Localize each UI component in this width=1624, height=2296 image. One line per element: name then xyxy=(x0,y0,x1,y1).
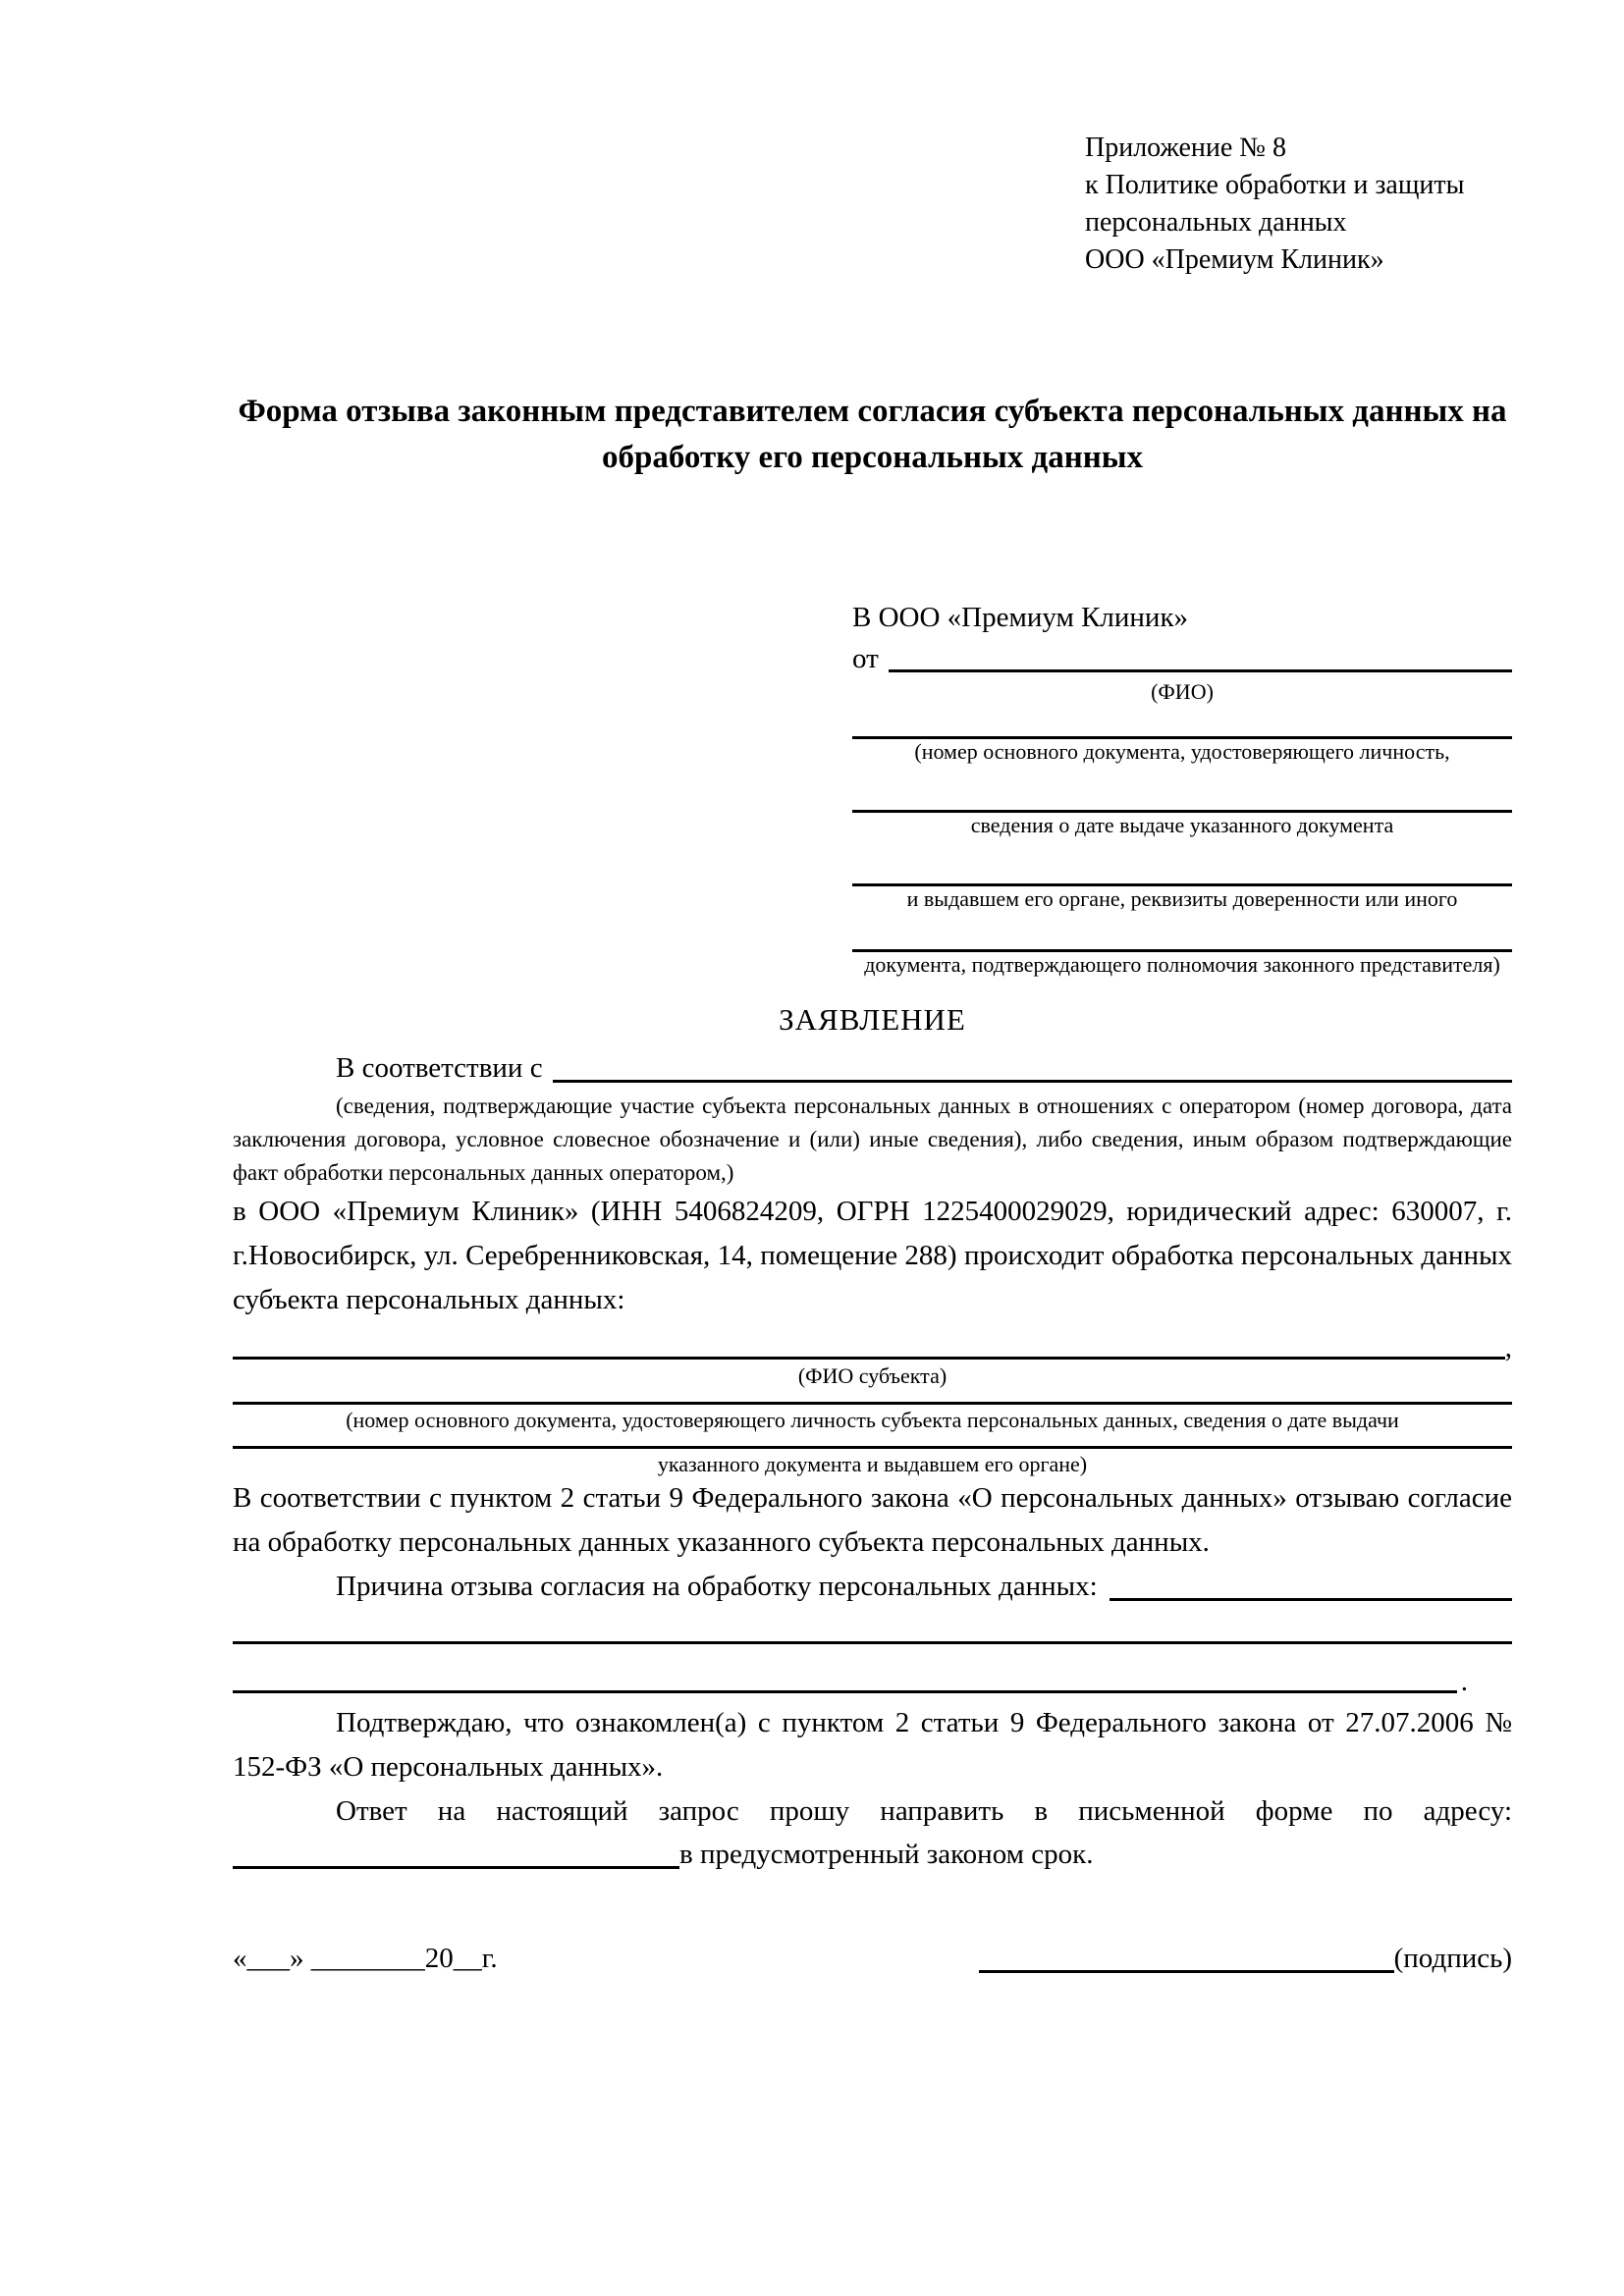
reason-field-line[interactable] xyxy=(233,1690,1457,1693)
reason-period: . xyxy=(1460,1666,1468,1697)
annex-note-line: к Политике обработки и защиты xyxy=(1085,170,1465,200)
page-title: Форма отзыва законным представителем согласия субъекта персональных данных на обработку его персональных данных xyxy=(238,394,1507,475)
basis-label: В соответствии с xyxy=(336,1052,543,1084)
operator-paragraph: в ООО «Премиум Клиник» (ИНН 5406824209, ОГРН 1225400029029, юридический адрес: 630007, г. г.Новосибирск, ул. Серебренниковская, 14, помещение 288) происходит обработка персональных данных субъекта персональных данных: xyxy=(233,1196,1512,1315)
withdrawal-paragraph: В соответствии с пунктом 2 статьи 9 Федерального закона «О персональных данных» отзываю согласие на обработку персональных данных указанного субъекта персональных данных. xyxy=(233,1482,1512,1558)
subject-doc-field[interactable] xyxy=(233,1446,1512,1449)
reply-tail: в предусмотренный законом срок. xyxy=(679,1839,1094,1870)
signature-caption: (подпись) xyxy=(1393,1943,1512,1974)
representative-fio-caption: (ФИО) xyxy=(1151,679,1214,704)
representative-doc-group xyxy=(852,949,1512,978)
signature-group xyxy=(979,1937,1512,1980)
reply-lead: Ответ на настоящий запрос прошу направить в письменной форме по адресу: xyxy=(336,1795,1512,1827)
basis-row xyxy=(233,1046,1512,1090)
statement-heading: ЗАЯВЛЕНИЕ xyxy=(779,1002,966,1037)
annex-note-line: персональных данных xyxy=(1085,207,1347,238)
subject-fio-comma: , xyxy=(1504,1332,1512,1363)
date-line: «___» ________20__г. xyxy=(233,1943,498,1974)
representative-doc-caption: сведения о дате выдаче указанного документа xyxy=(970,813,1394,837)
representative-doc-caption: документа, подтверждающего полномочия законного представителя) xyxy=(864,952,1500,977)
reply-address-field[interactable] xyxy=(233,1866,679,1869)
confirmation-paragraph: Подтверждаю, что ознакомлен(а) с пунктом 2 статьи 9 Федерального закона от 27.07.2006 № 152-ФЗ «О персональных данных». xyxy=(233,1707,1512,1783)
reason-field-row xyxy=(233,1666,1468,1697)
representative-doc-caption: (номер основного документа, удостоверяющего личность, xyxy=(914,739,1450,764)
subject-doc-field[interactable] xyxy=(233,1402,1512,1405)
subject-fio-field[interactable] xyxy=(233,1357,1505,1360)
annex-note-line: ООО «Премиум Клиник» xyxy=(1085,244,1384,275)
representative-doc-group xyxy=(852,736,1512,765)
representative-doc-caption: и выдавшем его органе, реквизиты доверенности или иного xyxy=(906,886,1458,911)
subject-doc-caption: (номер основного документа, удостоверяющего личность субъекта персональных данных, сведения о дате выдачи xyxy=(346,1408,1399,1432)
representative-doc-group xyxy=(852,883,1512,912)
reason-row xyxy=(233,1565,1512,1608)
subject-fio-caption: (ФИО субъекта) xyxy=(797,1363,947,1388)
subject-doc-caption: указанного документа и выдавшем его органе) xyxy=(657,1452,1088,1476)
basis-hint: (сведения, подтверждающие участие субъекта персональных данных в отношениях с оператором (номер договора, дата заключения договора, условное словесное обозначение и (или) иные сведения), либо сведения, иным образом подтверждающие факт обработки персональных данных оператором,) xyxy=(233,1094,1512,1185)
signature-field[interactable] xyxy=(979,1970,1394,1973)
reason-label: Причина отзыва согласия на обработку персональных данных: xyxy=(336,1571,1098,1602)
subject-fio-row xyxy=(233,1332,1512,1363)
reason-field[interactable] xyxy=(1110,1598,1512,1601)
annex-note xyxy=(1085,130,1512,279)
reply-row xyxy=(233,1833,1512,1876)
from-row xyxy=(852,638,1512,679)
basis-field[interactable] xyxy=(553,1080,1512,1083)
from-label: от xyxy=(852,643,879,674)
reason-field-line[interactable] xyxy=(233,1641,1512,1644)
representative-fio-field[interactable] xyxy=(889,669,1512,672)
footer-row xyxy=(233,1937,1512,1980)
addressee-block xyxy=(852,597,1512,978)
representative-doc-group xyxy=(852,810,1512,838)
annex-note-line: Приложение № 8 xyxy=(1085,133,1286,163)
recipient-line: В ООО «Премиум Клиник» xyxy=(852,602,1189,633)
